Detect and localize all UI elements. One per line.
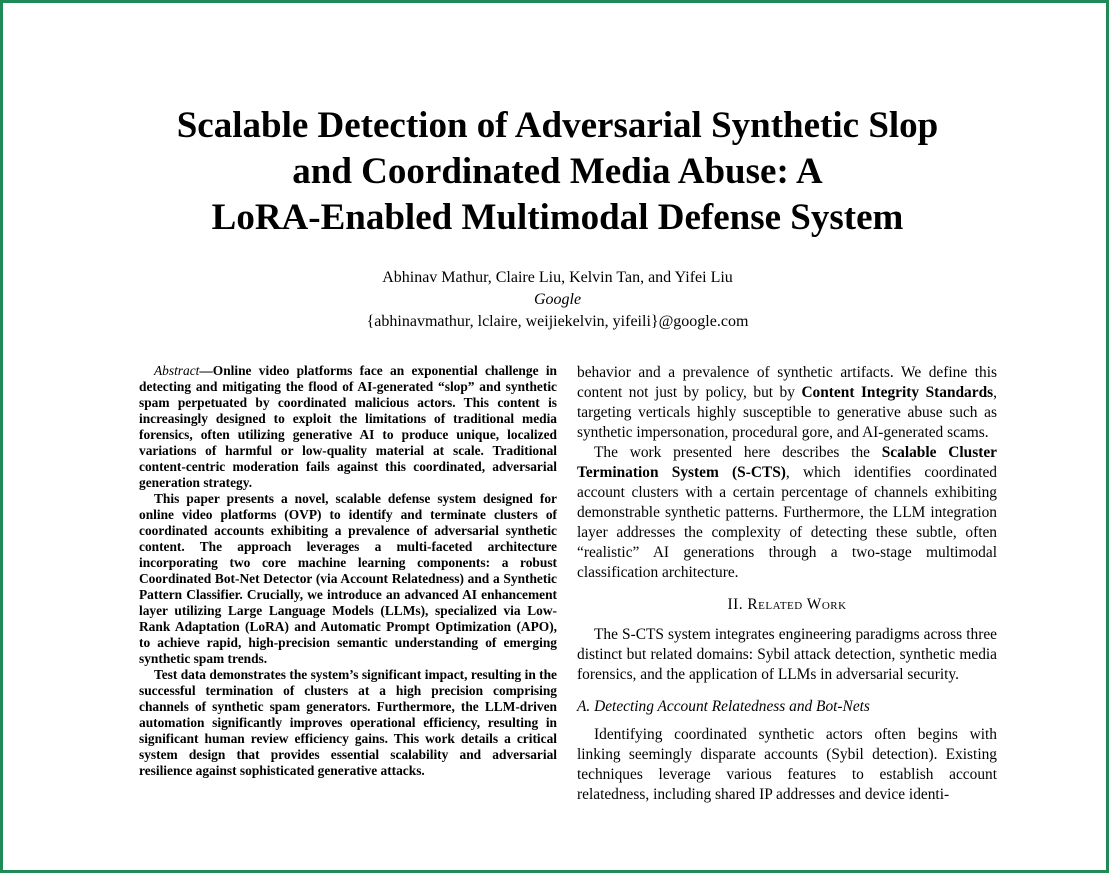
title-line-3: LoRA-Enabled Multimodal Defense System bbox=[211, 197, 904, 238]
title-line-1: Scalable Detection of Adversarial Synthetic Slop bbox=[176, 105, 939, 146]
author-emails: {abhinavmathur, lclaire, weijiekelvin, yifeili}@google.com bbox=[366, 313, 749, 330]
intro-text-b: , targeting verticals highly susceptible to generative abuse such as synthetic impersonation, procedural gore, and AI-generated scams. bbox=[577, 384, 997, 441]
related-work-paragraph: The S-CTS system integrates engineering paradigms across three distinct but related domains: Sybil attack detection, synthetic media forensics, and the application of LLMs in adversarial security. bbox=[577, 626, 997, 683]
abstract-paragraph-3: Test data demonstrates the system’s significant impact, resulting in the successful termination of clusters at a high precision comprising channels of synthetic spam generators. Furthermore, the LLM-driven automation significantly improves operational efficiency, resulting in significant human review efficiency gains. This work details a critical system design that provides essential scalability and adversarial resilience against sophisticated generative attacks. bbox=[139, 667, 557, 778]
intro-text-a: behavior and a prevalence of synthetic artifacts. We define this content not just by policy, but by bbox=[577, 364, 997, 401]
paper-title bbox=[3, 103, 1109, 241]
affiliation: Google bbox=[533, 291, 582, 308]
scts-bold-term: Scalable Cluster Termination System (S-CTS) bbox=[577, 444, 997, 481]
scts-text-b: , which identifies coordinated account clusters with a certain percentage of channels exhibiting demonstrable synthetic patterns. Furthermore, the LLM integration layer addresses the complexity of detecting these subtle, often “realistic” AI generations through a two-stage multimodal classification architecture. bbox=[577, 464, 997, 581]
abstract-text-1: —Online video platforms face an exponential challenge in detecting and mitigating the flood of AI-generated “slop” and synthetic spam perpetuated by coordinated malicious actors. This content is increasingly designed to exploit the limitations of traditional media forensics, often utilizing generative AI to produce unique, localized variations of harmful or low-quality material at scale. Traditional content-centric moderation fails against this coordinated, adversarial generation strategy. bbox=[139, 363, 557, 490]
scts-text-a: The work presented here describes the bbox=[594, 444, 882, 461]
intro-bold-term: Content Integrity Standards bbox=[801, 384, 994, 401]
intro-paragraph-continued bbox=[577, 363, 997, 443]
abstract-label: Abstract bbox=[154, 363, 200, 378]
body-column-right bbox=[577, 363, 997, 805]
abstract-column bbox=[139, 363, 557, 779]
title-line-2: and Coordinated Media Abuse: A bbox=[292, 151, 823, 192]
author-list: Abhinav Mathur, Claire Liu, Kelvin Tan, and Yifei Liu bbox=[382, 269, 733, 286]
section-title: Related Work bbox=[747, 596, 847, 613]
section-heading-related-work bbox=[577, 595, 997, 615]
abstract-paragraph-2: This paper presents a novel, scalable defense system designed for online video platforms (OVP) to identify and terminate clusters of coordinated accounts exhibiting a prevalence of adversarial synthetic content. The approach leverages a multi-faceted architecture incorporating two core machine learning components: a robust Coordinated Bot-Net Detector (via Account Relatedness) and a Synthetic Pattern Classifier. Crucially, we introduce an advanced AI enhancement layer utilizing Large Language Models (LLMs), specialized via Low-Rank Adaptation (LoRA) and Automatic Prompt Optimization (APO), to achieve rapid, high-precision semantic understanding of emerging synthetic spam trends. bbox=[139, 491, 557, 666]
abstract-paragraph-1 bbox=[139, 363, 557, 491]
intro-paragraph-scts bbox=[577, 443, 997, 583]
subsection-heading: A. Detecting Account Relatedness and Bot-Nets bbox=[577, 698, 870, 715]
subsection-paragraph: Identifying coordinated synthetic actors often begins with linking seemingly disparate accounts (Sybil detection). Existing techniques leverage various features to establish account relatedness, including shared IP addresses and device identi- bbox=[577, 726, 997, 803]
section-number: II. bbox=[727, 596, 744, 613]
